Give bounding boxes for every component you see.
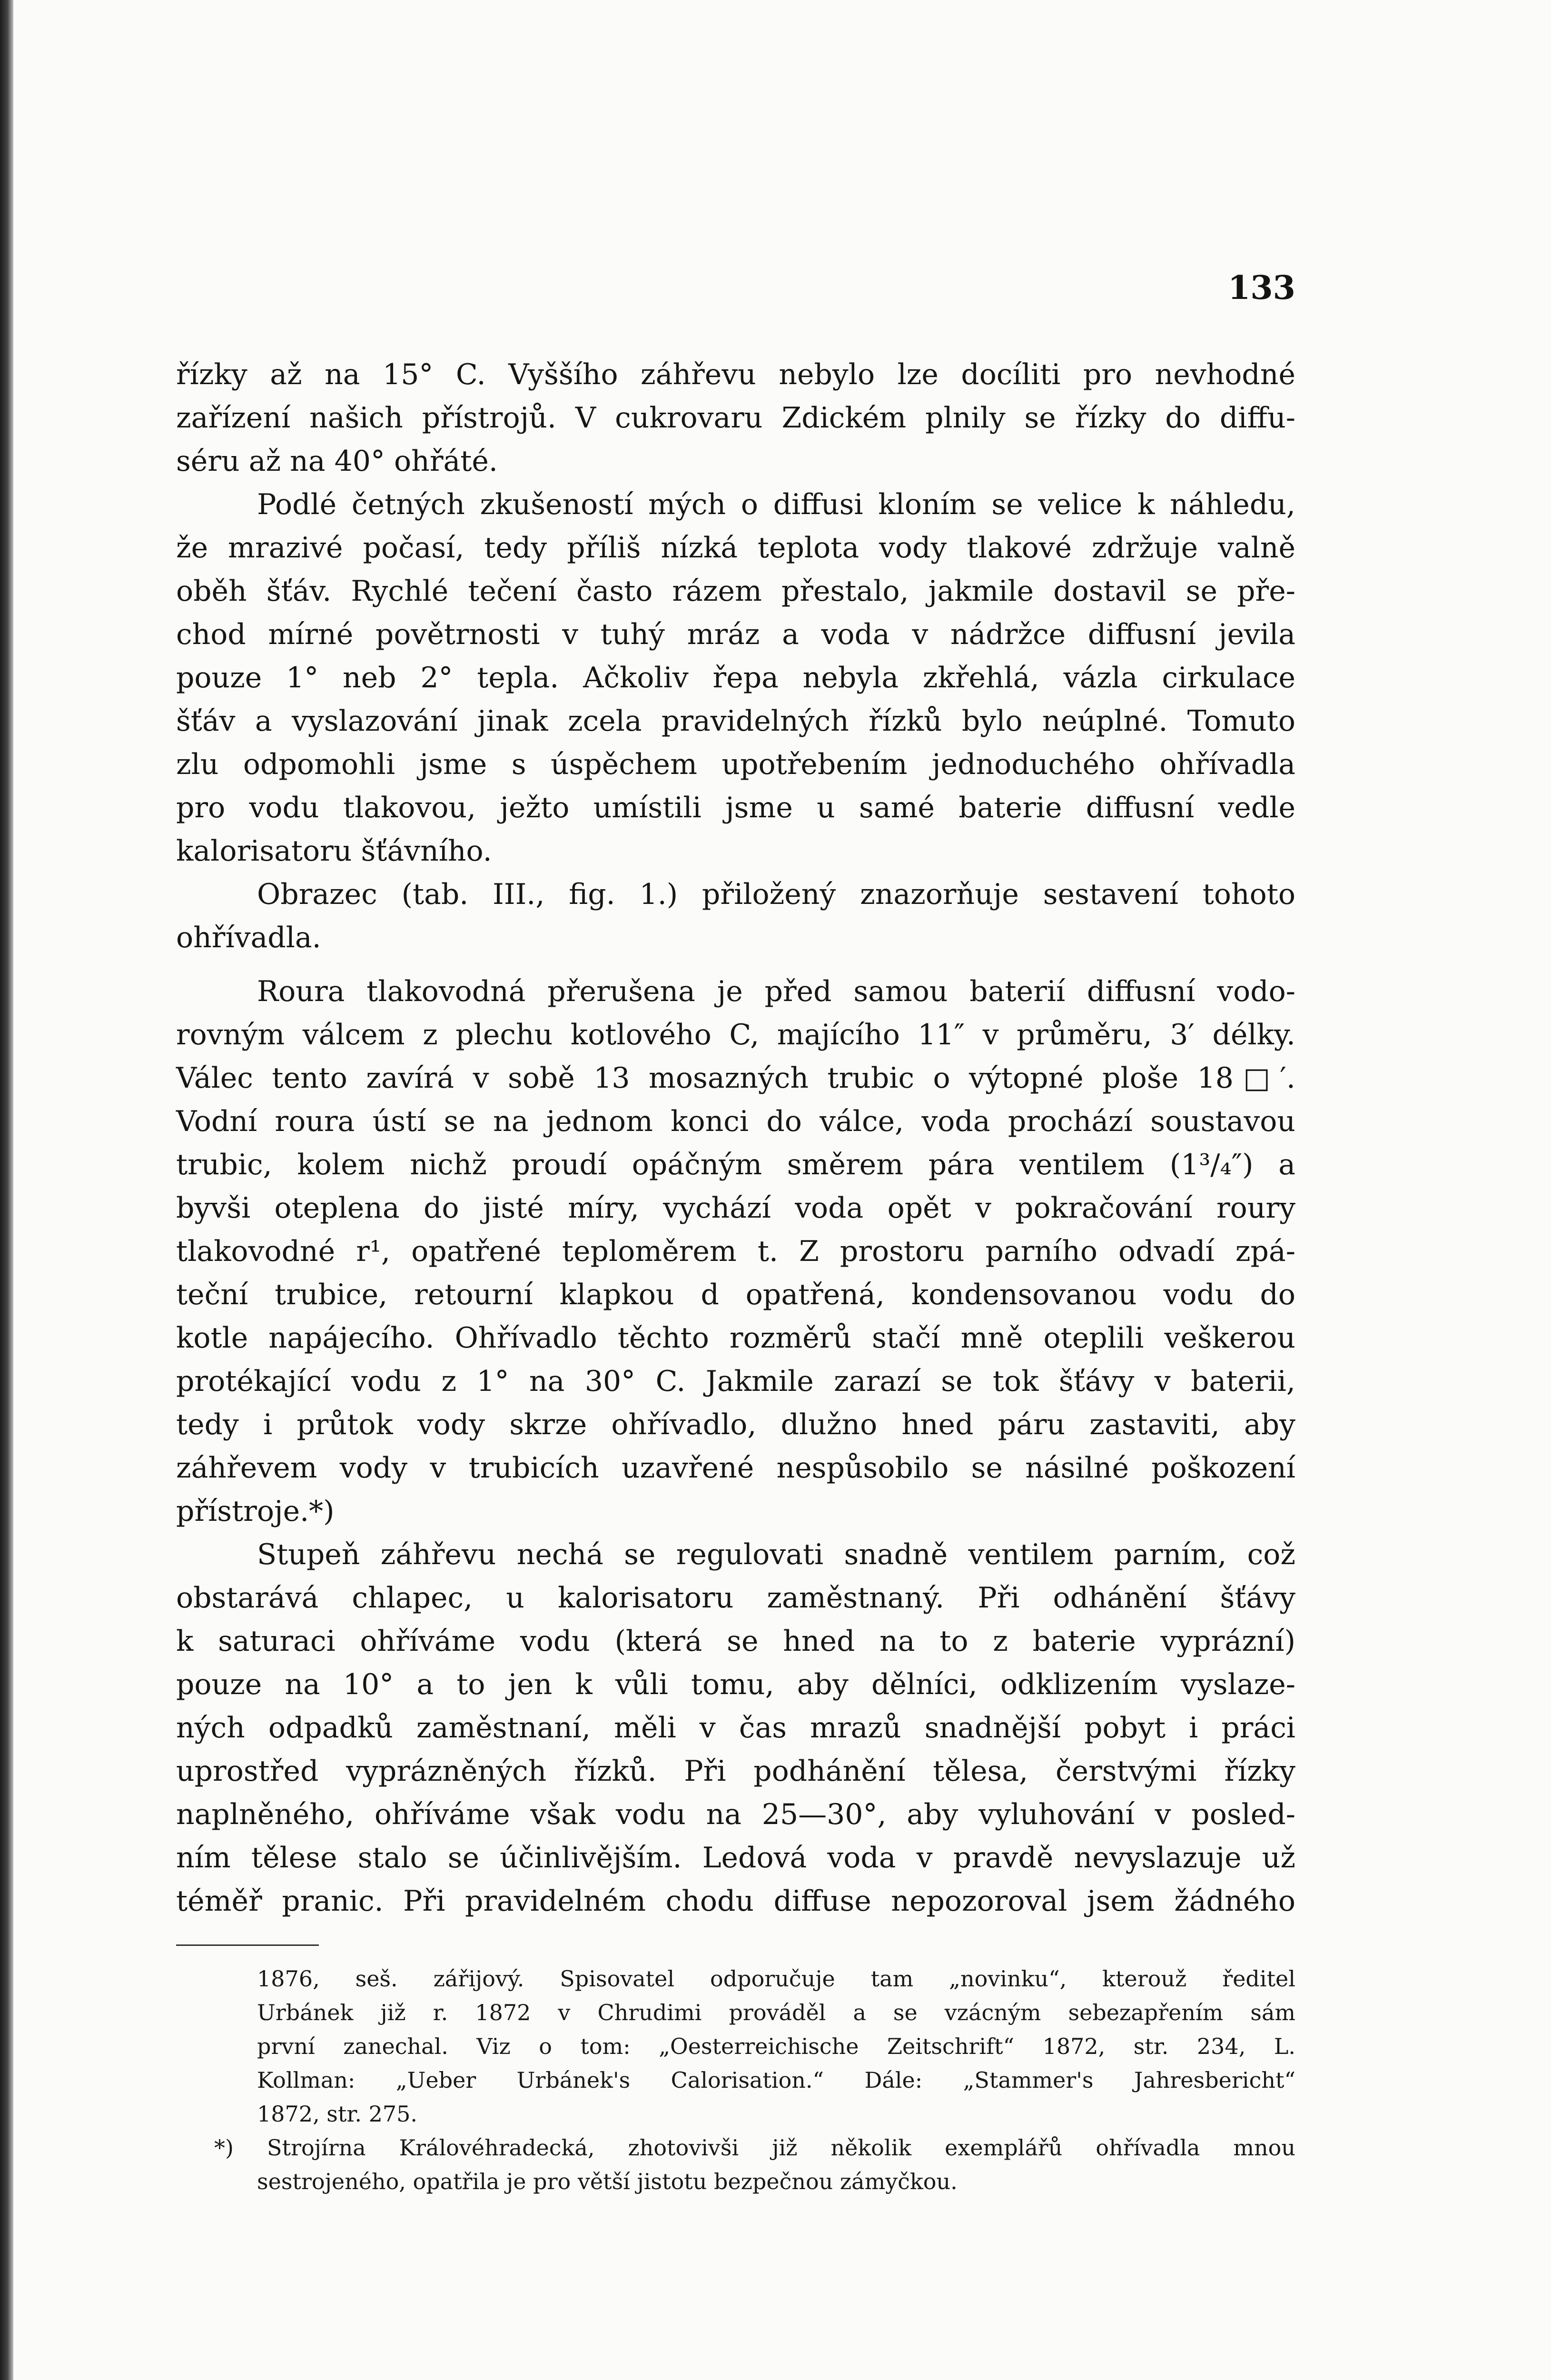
text-line: pouze na 10° a to jen k vůli tomu, aby dělníci, odklizením vyslaze- [176, 1668, 1295, 1701]
footnote-line: první zanechal. Viz o tom: „Oesterreichische Zeitschrift“ 1872, str. 234, L. [257, 2033, 1295, 2059]
footnote-line: 1876, seš. zářijový. Spisovatel odporučuje tam „novinku“, kterouž ředitel [257, 1966, 1295, 1992]
text-line: že mrazivé počasí, tedy příliš nízká teplota vody tlakové zdržuje valně [176, 531, 1295, 565]
text-line: trubic, kolem nichž proudí opáčným směrem pára ventilem (1³/₄″) a [176, 1148, 1295, 1181]
text-line: kalorisatoru šťávního. [176, 834, 492, 868]
text-line: ných odpadků zaměstnaní, měli v čas mrazů snadnější pobyt i práci [176, 1711, 1295, 1745]
footnotes [176, 1962, 1295, 2199]
text-line: pouze 1° neb 2° tepla. Ačkoliv řepa nebyla zkřehlá, vázla cirkulace [176, 661, 1295, 694]
text-line: k saturaci ohříváme vodu (která se hned na to z baterie vyprázní) [176, 1625, 1295, 1658]
text-line: tedy i průtok vody skrze ohřívadlo, dlužno hned páru zastaviti, aby [176, 1408, 1295, 1441]
footnote-divider [176, 1944, 319, 1946]
page-number: 133 [1228, 269, 1295, 307]
paragraph-start-line: Roura tlakovodná přerušena je před samou baterií diffusní vodo- [257, 975, 1295, 1008]
paragraph-start-line: Stupeň záhřevu nechá se regulovati snadně ventilem parním, což [257, 1538, 1295, 1571]
text-line: rovným válcem z plechu kotlového C, majícího 11″ v průměru, 3′ délky. [176, 1018, 1295, 1051]
text-line: naplněného, ohříváme však vodu na 25—30°, aby vyluhování v posled- [176, 1798, 1295, 1831]
paragraph-start-line: Obrazec (tab. III., fig. 1.) přiložený znazorňuje sestavení tohoto [257, 878, 1295, 911]
text-line: ohřívadla. [176, 921, 321, 954]
paragraph-gap [176, 960, 1295, 970]
text-line: oběh šťáv. Rychlé tečení často rázem přestalo, jakmile dostavil se pře- [176, 575, 1295, 608]
text-line: kotle napájecího. Ohřívadlo těchto rozměrů stačí mně oteplili veškerou [176, 1321, 1295, 1355]
text-line: uprostřed vyprázněných řízků. Při podhánění tělesa, čerstvými řízky [176, 1755, 1295, 1788]
text-line: pro vodu tlakovou, ježto umístili jsme u samé baterie diffusní vedle [176, 791, 1295, 824]
text-line: teční trubice, retourní klapkou d opatřená, kondensovanou vodu do [176, 1278, 1295, 1311]
text-line: šťáv a vyslazování jinak zcela pravidelných řízků bylo neúplné. Tomuto [176, 704, 1295, 738]
text-line: Válec tento zavírá v sobě 13 mosazných trubic o výtopné ploše 18□′. [176, 1061, 1295, 1095]
binding-edge [0, 0, 13, 2380]
text-line: téměř pranic. Při pravidelném chodu diffuse nepozoroval jsem žádného [176, 1884, 1295, 1918]
text-line: zlu odpomohli jsme s úspěchem upotřebením jednoduchého ohřívadla [176, 748, 1295, 781]
footnote-line: Kollman: „Ueber Urbánek's Calorisation.“ Dále: „Stammer's Jahresbericht“ [257, 2067, 1295, 2093]
body-text [176, 353, 1295, 1923]
text-line: protékající vodu z 1° na 30° C. Jakmile zarazí se tok šťávy v baterii, [176, 1365, 1295, 1398]
paragraph-start-line: Podlé četných zkušeností mých o diffusi kloním se velice k náhledu, [257, 488, 1295, 521]
text-line: záhřevem vody v trubicích uzavřené nespůsobilo se násilné poškození [176, 1451, 1295, 1485]
text-line: řízky až na 15° C. Vyššího záhřevu nebylo lze docíliti pro nevhodné [176, 358, 1295, 391]
text-line: Vodní roura ústí se na jednom konci do válce, voda prochází soustavou [176, 1105, 1295, 1138]
text-line: séru až na 40° ohřáté. [176, 445, 498, 478]
text-line: zařízení našich přístrojů. V cukrovaru Zdickém plnily se řízky do diffu- [176, 401, 1295, 435]
text-line: chod mírné povětrnosti v tuhý mráz a voda v nádržce diffusní jevila [176, 618, 1295, 651]
text-line: obstarává chlapec, u kalorisatoru zaměstnaný. Při odhánění šťávy [176, 1581, 1295, 1615]
text-line: tlakovodné r¹, opatřené teploměrem t. Z prostoru parního odvadí zpá- [176, 1235, 1295, 1268]
text-line: přístroje.*) [176, 1495, 335, 1528]
footnote-line: sestrojeného, opatřila je pro větší jistotu bezpečnou zámyčkou. [257, 2169, 958, 2194]
text-line: byvši oteplena do jisté míry, vychází voda opět v pokračování roury [176, 1191, 1295, 1225]
footnote-star-line: *) Strojírna Královéhradecká, zhotovivši již několik exemplářů ohřívadla mnou [214, 2135, 1295, 2161]
footnote-line: 1872, str. 275. [257, 2101, 418, 2127]
text-line: ním tělese stalo se účinlivějším. Ledová voda v pravdě nevyslazuje už [176, 1841, 1295, 1874]
footnote-line: Urbánek již r. 1872 v Chrudimi prováděl a se vzácným sebezapřením sám [257, 2000, 1295, 2025]
